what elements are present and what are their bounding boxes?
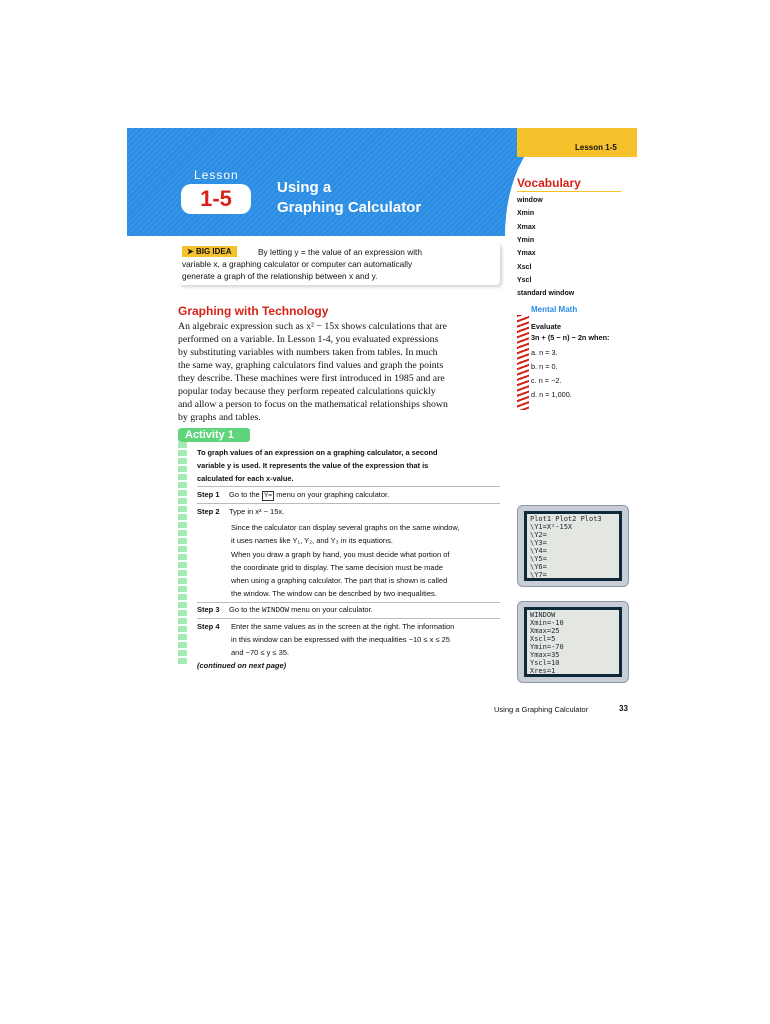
big-idea-line3: generate a graph of the relationship between x and y. [182,271,378,281]
step4-line: and −70 ≤ y ≤ 35. [231,648,290,657]
step2-para2-line: When you draw a graph by hand, you must decide what portion of [231,550,450,559]
big-idea-badge-label: BIG IDEA [195,247,232,256]
vocabulary-rule [517,191,621,192]
lcd-line: \Y3= [530,539,547,547]
mental-math-item: d. n = 1,000. [531,390,572,399]
step-divider [197,503,500,504]
mental-math-item: b. n = 0. [531,362,558,371]
lcd-line: Xmin=-10 [530,619,564,627]
lesson-word: Lesson [194,168,239,182]
calculator-lcd [527,514,619,578]
vocab-item: window [517,197,543,204]
page-title-line1: Using a [277,179,332,196]
body-line: the same way, graphing calculators find values and graph the points [178,360,444,371]
step4-line: in this window can be expressed with the inequalities −10 ≤ x ≤ 25 [231,635,450,644]
step2-para1-line: Since the calculator can display several graphs on the same window, [231,523,460,532]
step-divider [197,602,500,603]
mental-math-item: a. n = 3. [531,348,558,357]
step2-para1-line: it uses names like Y₁, Y₂, and Y₃ in its equations. [231,536,393,545]
step-divider [197,486,500,487]
vocab-item: Ymin [517,237,535,244]
mental-math-evaluate: Evaluate [531,322,562,331]
calculator-window-screen [517,601,629,683]
vocab-item: Ymax [517,250,536,257]
lcd-line: Ymin=-70 [530,643,564,651]
lcd-line: Ymax=35 [530,651,560,659]
step2-label: Step 2 [197,507,220,516]
y-equals-key: Y= [263,492,273,499]
step2-text: Type in x² − 15x. [229,507,285,516]
arrow-right-icon: ➤ [187,247,196,256]
lcd-line: Xscl=5 [530,635,556,643]
vocab-item: Yscl [517,277,532,284]
lcd-line: \Y1=X²-15X [530,523,573,531]
page-title-line2: Graphing Calculator [277,199,422,216]
mental-math-expression: 3n + (5 − n) − 2n when: [531,333,610,342]
body-line: by graphs and tables. [178,412,261,423]
vocab-item: Xmin [517,210,535,217]
continued-note: (continued on next page) [197,661,287,670]
lcd-line: \Y4= [530,547,547,555]
vocab-item: Xmax [517,224,536,231]
big-idea-line1: By letting y = the value of an expression with [258,247,422,257]
activity-intro-line: variable y is used. It represents the value of the expression that is [197,461,429,470]
step1-pre: Go to the [229,490,260,499]
vocab-item: standard window [517,290,575,297]
calculator-bezel [524,511,622,581]
lcd-line: Yscl=10 [530,659,560,667]
activity-stripe [178,442,187,666]
vocab-item: Xscl [517,264,532,271]
step4-line: Enter the same values as in the screen at the right. The information [231,622,455,631]
body-line: by substituting variables with numbers taken from tables. In much [178,347,438,358]
step2-para2-line: the window. The window can be described by two inequalities. [231,589,437,598]
page-number: 33 [619,704,628,713]
step1-label: Step 1 [197,490,220,499]
calculator-bezel [524,607,622,677]
step-divider [197,618,500,619]
window-key: WINDOW [261,607,289,615]
lcd-line: \Y7= [530,571,547,578]
body-line: An algebraic expression such as x² − 15x shows calculations that are [178,321,447,332]
big-idea-badge [182,246,237,257]
calculator-y-editor-screen [517,505,629,587]
lcd-line: Xmax=25 [530,627,560,635]
body-line: popular today because they perform repeated calculations quickly [178,386,436,397]
step2-para2-line: when using a graphing calculator. The part that is shown is called [231,576,448,585]
mental-math-stripe [517,315,529,410]
step1-text [229,490,389,501]
activity-label: Activity 1 [185,429,234,441]
lcd-line: Xres=1 [530,667,556,674]
lcd-line: WINDOW [530,611,556,619]
calculator-lcd [527,610,619,674]
lcd-line: Plot1 Plot2 Plot3 [530,515,602,523]
step2-para2-line: the coordinate grid to display. The same decision must be made [231,563,443,572]
step3-label: Step 3 [197,605,220,614]
step4-label: Step 4 [197,622,220,631]
mental-math-title: Mental Math [531,305,578,314]
lesson-number: 1-5 [200,186,232,211]
body-line: they describe. These machines were first introduced in 1985 and are [178,373,445,384]
big-idea-line2: variable x, a graphing calculator or computer can automatically [182,259,413,269]
step3-text [229,605,373,615]
vocabulary-title: Vocabulary [517,176,581,190]
step1-post: menu on your graphing calculator. [276,490,390,499]
step3-post: menu on your calculator. [291,605,373,614]
lcd-line: \Y6= [530,563,547,571]
activity-intro-line: calculated for each x-value. [197,474,294,483]
step3-pre: Go to the [229,605,260,614]
footer-text: Using a Graphing Calculator [494,705,589,714]
section-title: Graphing with Technology [178,304,329,318]
body-line: and allow a person to focus on the mathematical relationships shown [178,399,448,410]
lesson-tab-label: Lesson 1-5 [575,143,617,152]
body-line: performed on a variable. In Lesson 1-4, you evaluated expressions [178,334,439,345]
activity-intro-line: To graph values of an expression on a graphing calculator, a second [197,448,438,457]
mental-math-item: c. n = −2. [531,376,562,385]
lcd-line: \Y5= [530,555,547,563]
lcd-line: \Y2= [530,531,547,539]
